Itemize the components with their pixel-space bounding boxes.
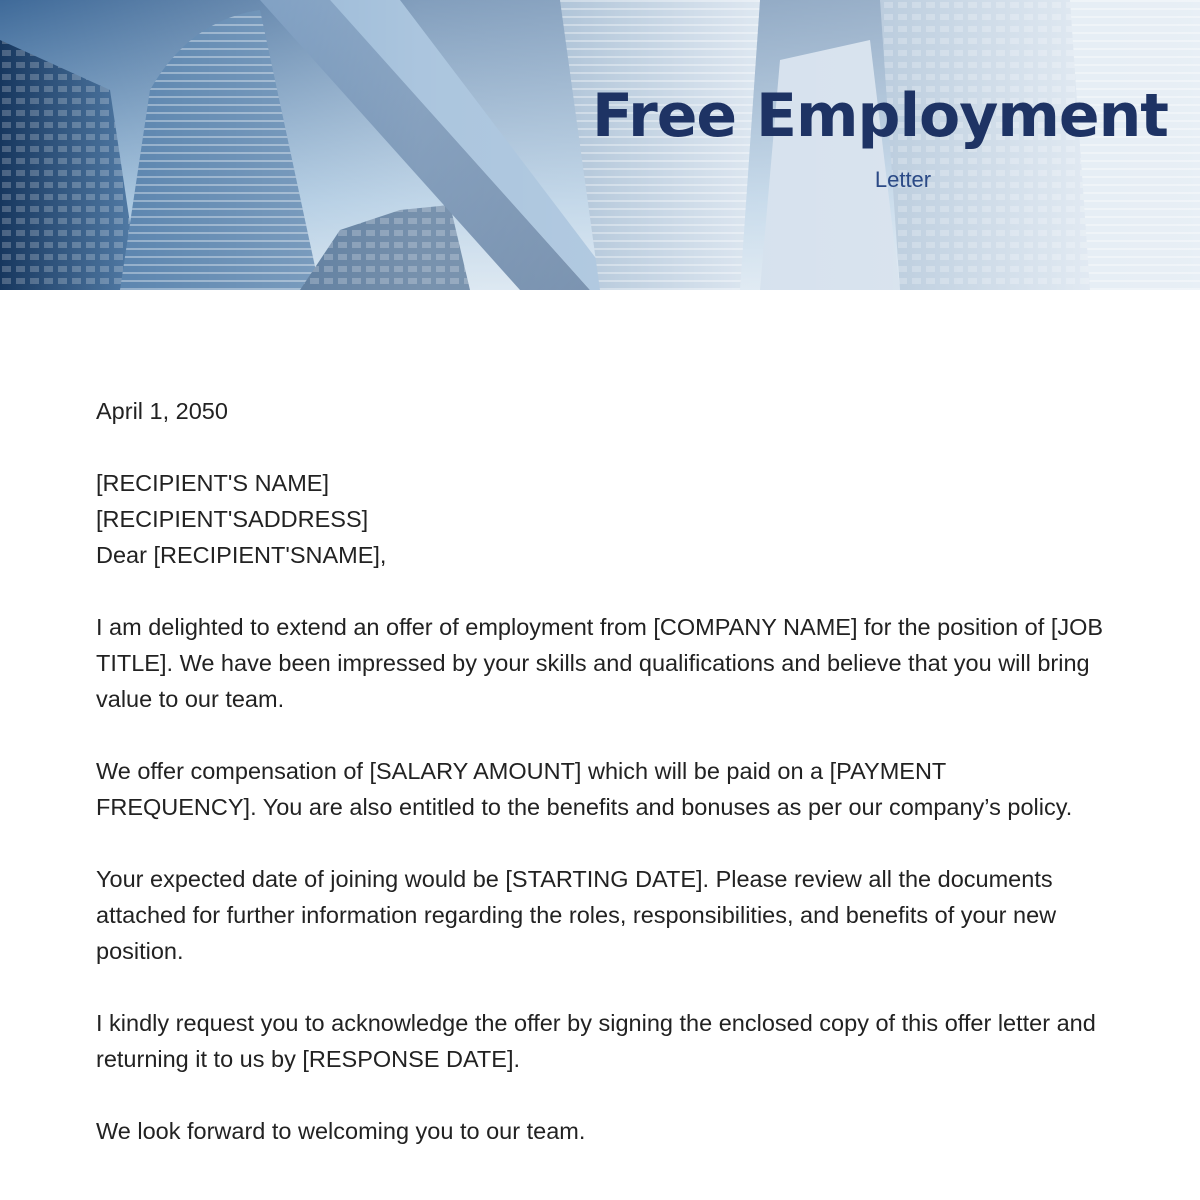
header-banner bbox=[0, 0, 1200, 290]
paragraph-acknowledge: I kindly request you to acknowledge the offer by signing the enclosed copy of this offer letter and returning it to us by [RESPONSE DATE]. bbox=[96, 1010, 1096, 1072]
paragraph-start-date: Your expected date of joining would be [STARTING DATE]. Please review all the documents attached for further information regarding the roles, responsibilities, and benefits of your new position. bbox=[96, 866, 1057, 964]
paragraph-closing: We look forward to welcoming you to our team. bbox=[96, 1118, 586, 1144]
paragraph-compensation: We offer compensation of [SALARY AMOUNT] which will be paid on a [PAYMENT FREQUENCY]. You are also entitled to the benefits and bonuses as per our company’s policy. bbox=[96, 758, 1073, 820]
paragraph-offer: I am delighted to extend an offer of employment from [COMPANY NAME] for the position of [JOB TITLE]. We have been impressed by your skills and qualifications and believe that you will bring value to our team. bbox=[96, 614, 1104, 712]
recipient-name: [RECIPIENT'S NAME] bbox=[96, 470, 329, 496]
salutation: Dear [RECIPIENT'SNAME], bbox=[96, 542, 387, 568]
recipient-address: [RECIPIENT'SADDRESS] bbox=[96, 506, 369, 532]
letter-body bbox=[96, 393, 1106, 1185]
document-subtitle: Letter bbox=[874, 167, 932, 192]
document-title: Free Employment bbox=[592, 81, 1168, 151]
recipient-block bbox=[96, 465, 1106, 573]
letter-date: April 1, 2050 bbox=[96, 398, 228, 424]
